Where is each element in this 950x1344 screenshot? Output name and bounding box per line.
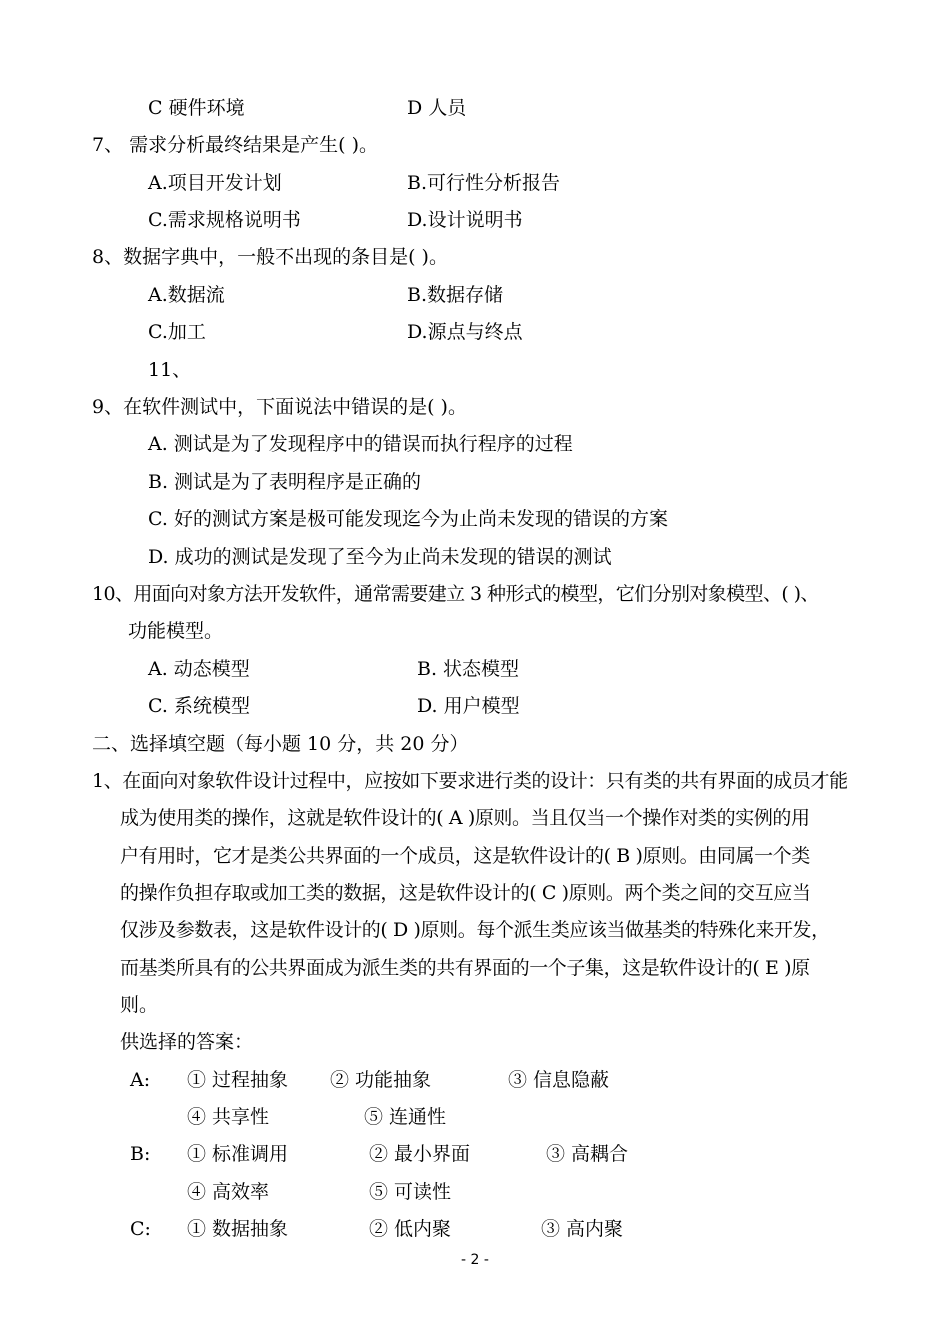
answer-a-option-1: ① 过程抽象 (187, 1069, 289, 1091)
answer-b-option-2: ② 最小界面 (369, 1143, 471, 1165)
answer-a-label: A: (130, 1069, 151, 1091)
section2-q1-line2: 成为使用类的操作，这就是软件设计的( A )原则。当且仅当一个操作对类的实例的用 (120, 807, 810, 829)
page-number: - 2 - (461, 1252, 489, 1268)
answer-b-option-5: ⑤ 可读性 (369, 1181, 452, 1203)
q10-option-a: A. 动态模型 (148, 658, 250, 680)
q10-option-c: C. 系统模型 (148, 695, 250, 717)
q10-stem-line2: 功能模型。 (128, 620, 224, 642)
answer-a-option-4: ④ 共享性 (187, 1106, 270, 1128)
q9-stem: 9、在软件测试中，下面说法中错误的是( )。 (92, 396, 467, 418)
q8-option-a: A.数据流 (148, 284, 225, 306)
q9-option-c: C. 好的测试方案是极可能发现迄今为止尚未发现的错误的方案 (148, 508, 668, 530)
answer-b-option-1: ① 标准调用 (187, 1143, 289, 1165)
q8-option-d: D.源点与终点 (407, 321, 523, 343)
q9-option-d: D. 成功的测试是发现了至今为止尚未发现的错误的测试 (148, 546, 612, 568)
section2-heading: 二、选择填空题（每小题 10 分，共 20 分） (92, 733, 469, 755)
answer-a-option-2: ② 功能抽象 (330, 1069, 432, 1091)
section2-q1-line7: 则。 (120, 994, 159, 1016)
answer-c-option-3: ③ 高内聚 (541, 1218, 624, 1240)
q8-stem: 8、数据字典中，一般不出现的条目是( )。 (92, 246, 448, 268)
answer-c-label: C: (130, 1218, 151, 1240)
section2-q1-line4: 的操作负担存取或加工类的数据，这是软件设计的( C )原则。两个类之间的交互应当 (120, 882, 811, 904)
q7-option-d: D.设计说明书 (407, 209, 523, 231)
q10-option-d: D. 用户模型 (417, 695, 520, 717)
answer-b-label: B: (130, 1143, 151, 1165)
q8-option-c: C.加工 (148, 321, 206, 343)
section2-q1-line3: 户有用时，它才是类公共界面的一个成员，这是软件设计的( B )原则。由同属一个类 (120, 845, 810, 867)
q7-option-b: B.可行性分析报告 (407, 172, 561, 194)
q7-option-c: C.需求规格说明书 (148, 209, 301, 231)
q7-option-a: A.项目开发计划 (148, 172, 282, 194)
answer-a-option-5: ⑤ 连通性 (364, 1106, 447, 1128)
prev-option-c: C 硬件环境 (148, 97, 245, 119)
q8-option-b: B.数据存储 (407, 284, 504, 306)
q8-extra-number: 11、 (148, 359, 192, 381)
prev-option-d: D 人员 (407, 97, 467, 119)
q7-stem: 7、 需求分析最终结果是产生( )。 (92, 134, 378, 156)
section2-q1-line5: 仅涉及参数表，这是软件设计的( D )原则。每个派生类应该当做基类的特殊化来开发， (120, 919, 830, 941)
answer-c-option-1: ① 数据抽象 (187, 1218, 289, 1240)
section2-q1-line6: 而基类所具有的公共界面成为派生类的共有界面的一个子集，这是软件设计的( E )原 (120, 957, 810, 979)
answer-c-option-2: ② 低内聚 (369, 1218, 452, 1240)
q10-stem-line1: 10、用面向对象方法开发软件，通常需要建立 3 种形式的模型，它们分别对象模型、( )、 (92, 583, 819, 605)
q9-option-b: B. 测试是为了表明程序是正确的 (148, 471, 422, 493)
answer-b-option-4: ④ 高效率 (187, 1181, 270, 1203)
q9-option-a: A. 测试是为了发现程序中的错误而执行程序的过程 (148, 433, 573, 455)
answer-a-option-3: ③ 信息隐蔽 (508, 1069, 610, 1091)
q10-option-b: B. 状态模型 (417, 658, 520, 680)
answers-intro: 供选择的答案： (120, 1031, 254, 1053)
answer-b-option-3: ③ 高耦合 (546, 1143, 629, 1165)
section2-q1-line1: 1、在面向对象软件设计过程中，应按如下要求进行类的设计：只有类的共有界面的成员才能 (92, 770, 848, 792)
